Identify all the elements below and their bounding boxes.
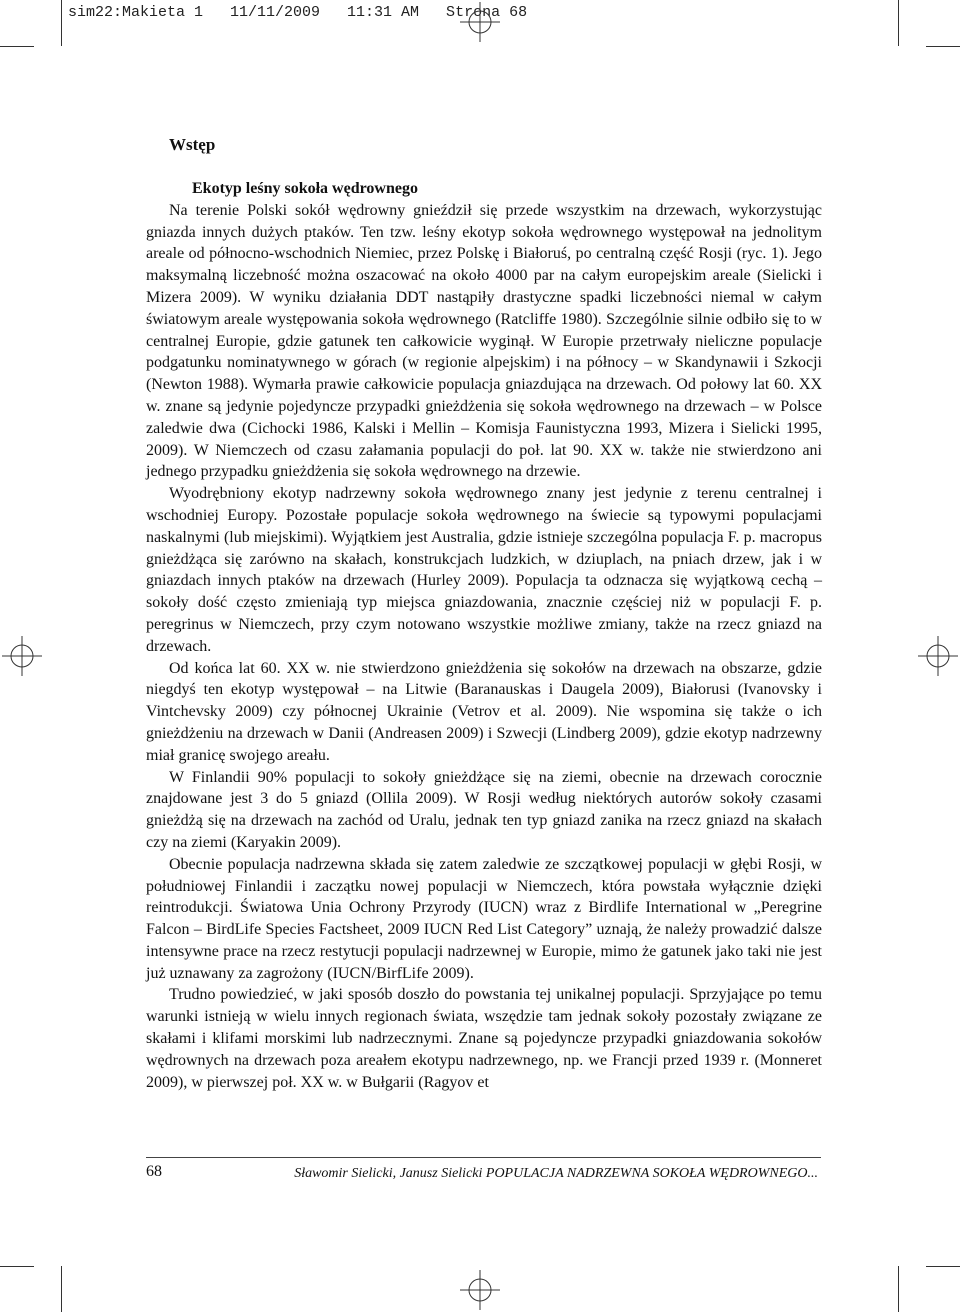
running-footer: Sławomir Sielicki, Janusz Sielicki POPULACJA NADRZEWNA SOKOŁA WĘDROWNEGO... [294,1166,818,1181]
registration-mark-top [460,2,500,42]
crop-mark [926,46,960,47]
registration-mark-left [2,636,42,676]
crop-mark [898,0,899,46]
crop-mark [926,1266,960,1267]
paragraph: Trudno powiedzieć, w jaki sposób doszło do powstania tej unikalnej populacji. Sprzyjające po temu warunki istnieją w wielu innych regionach świata, wszędzie tam jednak sokoły pozostały związane ze skałami i klifami morskimi lub nadrzecznymi. Znane są pojedyncze przypadki gniazdowania sokołów wędrownych na drzewach poza areałem ekotypu nadrzewnego, np. we Francji przed 1939 r. (Monneret 2009), w pierwszej poł. XX w. w Bułgarii (Ragyov et [146,986,822,1091]
crop-mark [0,46,34,47]
paragraph: Obecnie populacja nadrzewna składa się zatem zaledwie ze szczątkowej populacji w głębi Rosji, w południowej Finlandii i zaczątku nowej populacji w Niemczech, która powstała wyłącznie dzięki reintrodukcji. Światowa Unia Ochrony Przyrody (IUCN) wraz z Birdlife International w „Peregrine Falcon – BirdLife Species Factsheet, 2009 IUCN Red List Category” uznają, że należy prowadzić dalsze intensywne prace na rzecz restytucji populacji nadrzewnej w Europie, mimo że gatunek jako taki nie jest już uznawany za zagrożony (IUCN/BirfLife 2009). [146,855,822,982]
paragraph: W Finlandii 90% populacji to sokoły gnieżdżące się na ziemi, obecnie na drzewach corocznie znajdowane jest 3 do 5 gniazd (Ollila 2009). W Rosji według niektórych autorów sokoły czasami gnieżdżą się na drzewach na zachód od Uralu, jednak ten typ gniazd zanika na rzecz gniazd na skałach czy na ziemi (Karyakin 2009). [146,768,822,851]
crop-mark [898,1266,899,1312]
body-text [146,178,822,1093]
crop-mark [61,0,62,46]
registration-mark-right [918,636,958,676]
registration-mark-bottom [460,1270,500,1310]
footer-rule [146,1157,821,1158]
section-heading: Ekotyp leśny sokoła wędrownego [192,180,418,197]
paragraph: Wyodrębniony ekotyp nadrzewny sokoła wędrownego znany jest jedynie z terenu centralnej i wschodniej Europy. Pozostałe populacje sokoła wędrownego na świecie są typowymi populacjami naskalnymi (lub miejskimi). Wyjątkiem jest Australia, gdzie istnieje szczególna populacja F. p. macropus gnieżdżąca się zarówno na skałach, konstrukcjach ludzkich, w dziuplach, na pniach drzew, jak i w gniazdach innych ptaków na drzewach (Hurley 2009). Populacja ta odznacza się wyjątkową cechą – sokoły dość często zmieniają typ miejsca gniazdowania, znacznie częściej niż w populacji F. p. peregrinus w Niemczech, przy czym notowano wszystkie możliwe zmiany, także na rzecz gniazd na drzewach. [146,485,822,655]
paragraph: Na terenie Polski sokół wędrowny gnieździł się przede wszystkim na drzewach, wykorzystując gniazda innych dużych ptaków. Ten tzw. leśny ekotyp sokoła wędrownego występował na jednolitym areale od północno-wschodnich Niemiec, przez Polskę i Białoruś, po centralną część Rosji (ryc. 1). Jego maksymalną liczebność można oszacować na około 4000 par na całym europejskim areale (Sielicki i Mizera 2009). W wyniku działania DDT nastąpiły drastyczne spadki liczebności niemal w całym światowym areale występowania sokoła wędrownego (Ratcliffe 1980). Szczególnie silnie odbiło się to w centralnej Europie, gdzie gatunek ten całkowicie wyginął. W Europie przetrwały nieliczne populacje podgatunku nominatywnego w górach (w regionie alpejskim) i na północy – w Skandynawii i Szkocji (Newton 1988). Wymarła prawie całkowicie populacja gniazdująca na drzewach. Od połowy lat 60. XX w. znane są jedynie pojedyncze przypadki gnieżdżenia się sokoła wędrownego na drzewach – w Polsce zaledwie dwa (Cichocki 1986, Kalski i Mellin – Komisja Faunistyczna 1993, Mizera i Sielicki 1995, 2009). W Niemczech od czasu załamania populacji do poł. lat 90. XX w. także nie stwierdzono ani jednego przypadku gnieżdżenia się sokoła wędrownego na drzewie. [146,201,822,481]
crop-mark [61,1266,62,1312]
page-number: 68 [146,1163,162,1180]
printer-slug: sim22:Makieta 1 11/11/2009 11:31 AM Strona 68 [68,4,528,21]
paragraph: Od końca lat 60. XX w. nie stwierdzono gnieżdżenia się sokołów na drzewach na obszarze, gdzie niegdyś ten ekotyp występował – na Litwie (Baranauskas i Daugela 2009), Białorusi (Ivanovsky i Vintchevsky 2009) czy północnej Ukrainie (Vetrov et al. 2009). Nie wspomina się także o ich gnieżdżeniu na drzewach w Danii (Andreasen 2009) i Szwecji (Lindberg 2009), gdzie ekotyp nadrzewny miał granicę swojego areału. [146,659,822,764]
page-title: Wstęp [169,135,216,154]
crop-mark [0,1266,34,1267]
